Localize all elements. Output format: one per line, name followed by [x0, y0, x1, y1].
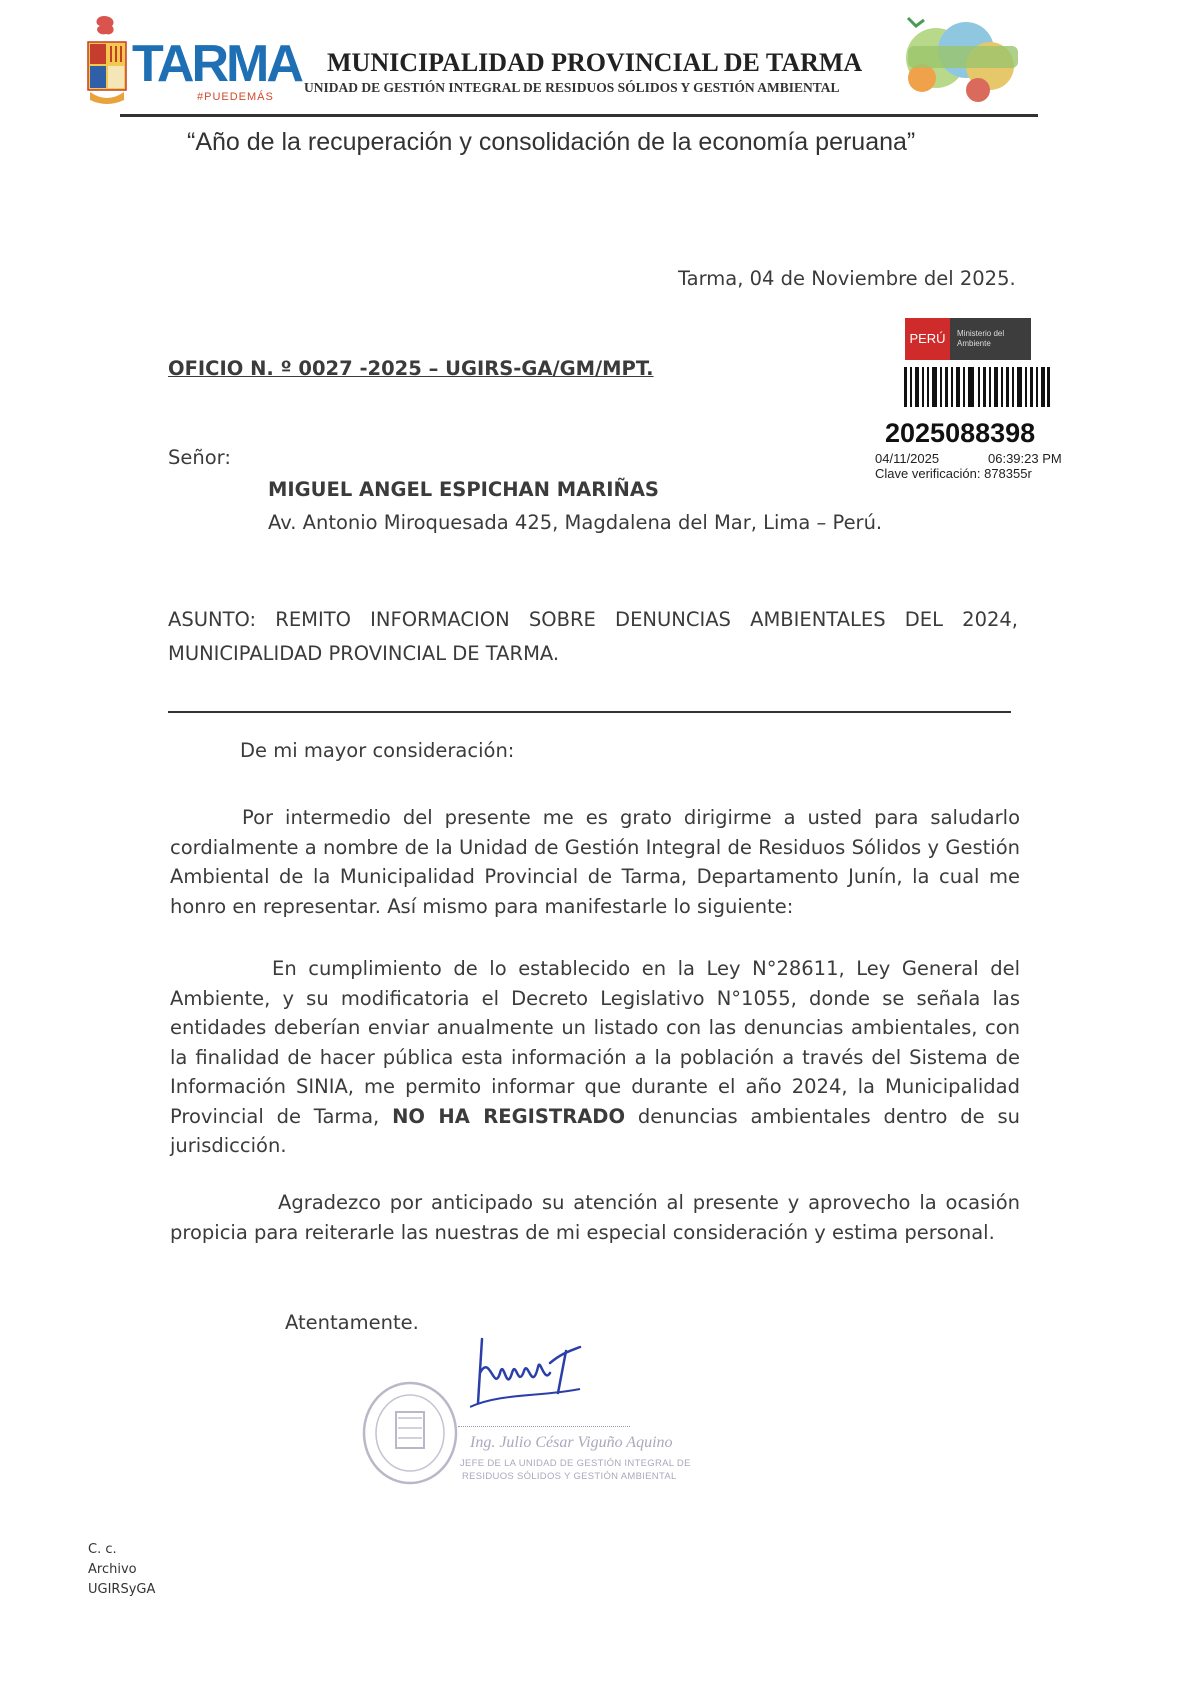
body-paragraph-2: [170, 954, 1020, 1161]
registry-date: 04/11/2025: [875, 451, 940, 466]
institution-title: MUNICIPALIDAD PROVINCIAL DE TARMA: [327, 48, 863, 77]
signatory-role-line-1: JEFE DE LA UNIDAD DE GESTIÓN INTEGRAL DE: [460, 1458, 691, 1469]
copy-unit: UGIRSyGA: [88, 1582, 156, 1597]
subject-text: REMITO INFORMACION SOBRE DENUNCIAS AMBIENTALES DEL 2024, MUNICIPALIDAD PROVINCIAL DE TARMA.: [168, 608, 1018, 665]
handwritten-signature-icon: [470, 1333, 590, 1413]
registry-number: 2025088398: [885, 418, 1036, 448]
body-paragraph-3: Agradezco por anticipado su atención al presente y aprovecho la ocasión propicia para reiterarle las nuestras de mi especial consideración y estima personal.: [170, 1191, 1020, 1244]
subject-block: [168, 603, 1018, 671]
paragraph-2-emphasis: NO HA REGISTRADO: [392, 1104, 626, 1128]
verification-key: Clave verificación: 878355r: [875, 466, 1032, 481]
copy-archive: Archivo: [88, 1562, 137, 1577]
header-divider: [120, 114, 1038, 117]
logo-hashtag: #PUEDEMÁS: [197, 91, 274, 103]
subject-label: ASUNTO:: [168, 608, 257, 631]
official-seal-icon: [360, 1378, 460, 1488]
subject-divider: [168, 711, 1011, 713]
registry-time: 06:39:23 PM: [988, 451, 1062, 466]
unit-subtitle: UNIDAD DE GESTIÓN INTEGRAL DE RESIDUOS SÓLIDOS Y GESTIÓN AMBIENTAL: [304, 80, 840, 95]
tarma-logo-text: TARMA: [132, 35, 301, 93]
place-date: Tarma, 04 de Noviembre del 2025.: [678, 267, 1016, 290]
barcode-icon: [904, 367, 1050, 407]
ministry-badge: [905, 318, 1031, 360]
recipient-address: Av. Antonio Miroquesada 425, Magdalena del Mar, Lima – Perú.: [268, 511, 883, 534]
ministry-label: Ministerio del Ambiente: [957, 329, 1005, 348]
signature-line: [458, 1426, 630, 1427]
closing: Atentamente.: [285, 1311, 419, 1334]
signatory-role-line-2: RESIDUOS SÓLIDOS Y GESTIÓN AMBIENTAL: [462, 1471, 677, 1482]
paragraph-2-text: En cumplimiento de lo establecido en la Ley N°28611, Ley General del Ambiente, y su modificatoria el Decreto Legislativo N°1055, donde se señala las entidades deberían enviar anualmente un listado con las denuncias ambientales, con la finalidad de hacer pública esta información a la población a través del Sistema de Información SINIA, me permito informar que durante el año 2024, la Municipalidad Provincial de Tarma,: [170, 957, 1020, 1128]
salutation-label: Señor:: [168, 446, 231, 469]
peru-label: PERÚ: [905, 318, 950, 360]
greeting: De mi mayor consideración:: [240, 739, 515, 762]
document-reference: OFICIO N. º 0027 -2025 – UGIRS-GA/GM/MPT.: [168, 357, 654, 380]
signatory-name: Ing. Julio César Viguño Aquino: [470, 1434, 673, 1451]
body-paragraph-1: Por intermedio del presente me es grato dirigirme a usted para saludarlo cordialmente a nombre de la Unidad de Gestión Integral de Residuos Sólidos y Gestión Ambiental de la Municipalidad Provincial de Tarma, Departamento Junín, la cual me honro en representar. Así mismo para manifestarle lo siguiente:: [170, 806, 1020, 918]
recipient-name: MIGUEL ANGEL ESPICHAN MARIÑAS: [268, 478, 659, 501]
year-motto: “Año de la recuperación y consolidación de la economía peruana”: [187, 128, 916, 156]
municipal-crest-icon: [86, 12, 128, 107]
copy-label: C. c.: [88, 1542, 117, 1557]
paragraph-2-end: denuncias ambientales dentro de su jurisdicción.: [170, 1104, 1020, 1157]
ugirs-ga-logo-icon: [878, 10, 1028, 105]
